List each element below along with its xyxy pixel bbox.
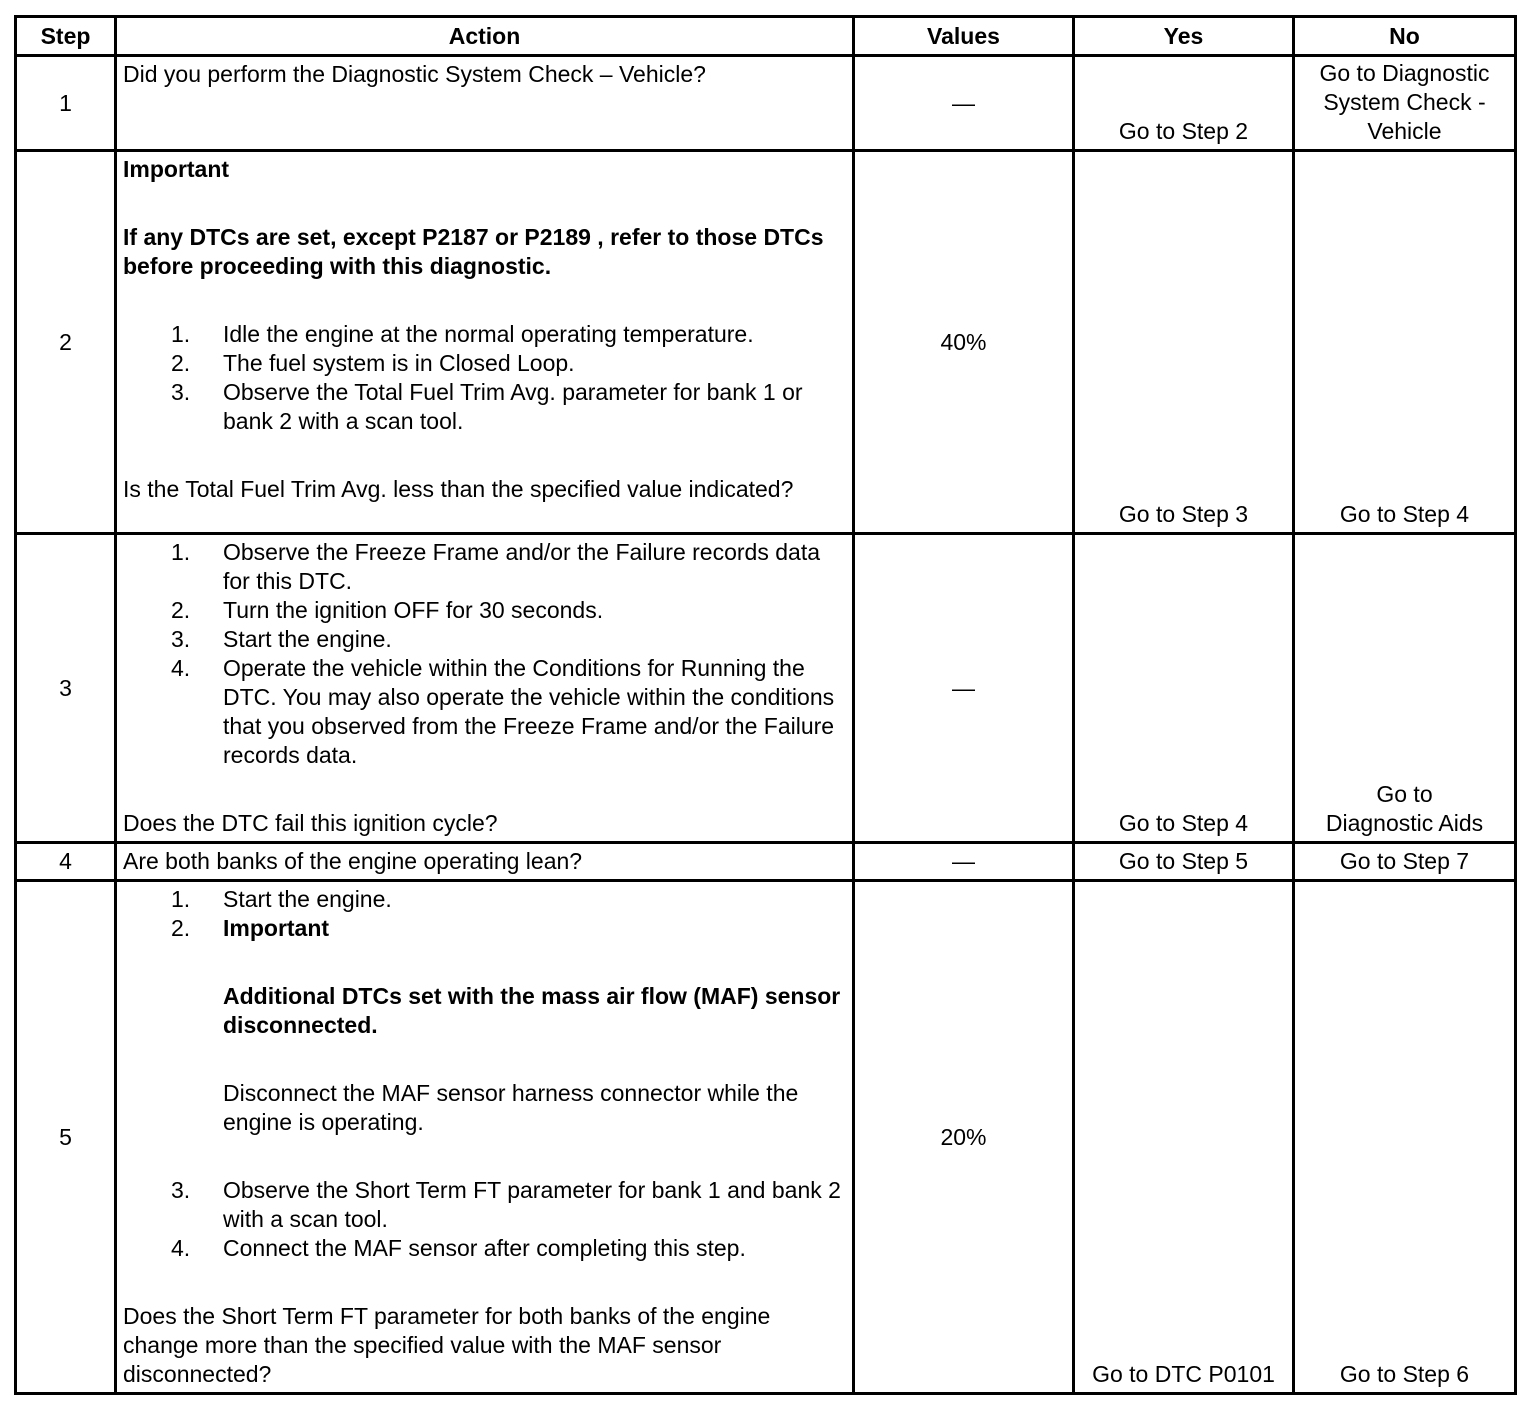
no-cell: Go to Step 7 <box>1294 843 1516 881</box>
no-cell: Go to Step 4 <box>1294 151 1516 534</box>
list-item: 4. Connect the MAF sensor after completing this step. <box>171 1235 746 1261</box>
question-text: Does the DTC fail this ignition cycle? <box>123 810 498 836</box>
important-text: Additional DTCs set with the mass air flow (MAF) sensor disconnected. <box>223 983 841 1038</box>
list-item: 1. Idle the engine at the normal operating temperature. <box>171 321 754 347</box>
table-row <box>16 881 1516 1394</box>
list-item: 1. Observe the Freeze Frame and/or the Failure records data for this DTC. <box>171 539 821 594</box>
important-heading: Important <box>223 915 330 941</box>
yes-cell: Go to DTC P0101 <box>1074 881 1294 1394</box>
step-number: 1 <box>16 56 116 151</box>
table-row <box>16 843 1516 881</box>
list-item: 2. Important Additional DTCs set with the mass air flow (MAF) sensor disconnected. Disconnect the MAF sensor harness connector while the engine is operating. <box>123 914 848 1176</box>
step-text: Disconnect the MAF sensor harness connector while the engine is operating. <box>223 1080 799 1135</box>
step-number: 4 <box>16 843 116 881</box>
important-heading: Important <box>123 156 230 182</box>
header-values: Values <box>854 17 1074 56</box>
step-number: 3 <box>16 534 116 843</box>
no-cell: Go to Diagnostic Aids <box>1294 534 1516 843</box>
header-action: Action <box>116 17 854 56</box>
value-cell: — <box>854 843 1074 881</box>
list-item: 1. Start the engine. <box>171 886 392 912</box>
action-text: Are both banks of the engine operating lean? <box>123 848 583 874</box>
action-cell <box>116 534 854 843</box>
list-item: 3. Observe the Short Term FT parameter for bank 1 and bank 2 with a scan tool. <box>171 1177 841 1232</box>
yes-cell: Go to Step 4 <box>1074 534 1294 843</box>
action-cell <box>116 56 854 151</box>
question-text: Does the Short Term FT parameter for both banks of the engine change more than the specified value with the MAF sensor disconnected? <box>123 1303 771 1387</box>
header-yes: Yes <box>1074 17 1294 56</box>
step-number: 2 <box>16 151 116 534</box>
list-item: 3. Observe the Total Fuel Trim Avg. parameter for bank 1 or bank 2 with a scan tool. <box>171 379 803 434</box>
action-text: Did you perform the Diagnostic System Check – Vehicle? <box>123 61 706 87</box>
value-cell: 40% <box>854 151 1074 534</box>
value-cell: — <box>854 534 1074 843</box>
procedure-list <box>123 538 848 770</box>
procedure-list <box>123 885 848 1263</box>
header-step: Step <box>16 17 116 56</box>
action-cell <box>116 151 854 534</box>
procedure-list <box>123 320 848 436</box>
table-row <box>16 534 1516 843</box>
header-row <box>16 17 1516 56</box>
value-cell: — <box>854 56 1074 151</box>
diagnostic-table <box>14 15 1517 1395</box>
list-item: 3. Start the engine. <box>171 626 392 652</box>
step-number: 5 <box>16 881 116 1394</box>
no-cell: Go to Step 6 <box>1294 881 1516 1394</box>
list-item: 2. Turn the ignition OFF for 30 seconds. <box>171 597 604 623</box>
question-text: Is the Total Fuel Trim Avg. less than the specified value indicated? <box>123 476 794 502</box>
important-text: If any DTCs are set, except P2187 or P2189 , refer to those DTCs before proceeding with this diagnostic. <box>123 224 824 279</box>
action-cell <box>116 881 854 1394</box>
yes-cell: Go to Step 3 <box>1074 151 1294 534</box>
action-cell <box>116 843 854 881</box>
yes-cell: Go to Step 5 <box>1074 843 1294 881</box>
table-row <box>16 151 1516 534</box>
list-item: 2. The fuel system is in Closed Loop. <box>171 350 575 376</box>
yes-cell: Go to Step 2 <box>1074 56 1294 151</box>
header-no: No <box>1294 17 1516 56</box>
no-cell: Go to Diagnostic System Check - Vehicle <box>1294 56 1516 151</box>
table-row <box>16 56 1516 151</box>
list-item: 4. Operate the vehicle within the Conditions for Running the DTC. You may also operate the vehicle within the conditions that you observed from the Freeze Frame and/or the Failure records data. <box>171 655 835 768</box>
value-cell: 20% <box>854 881 1074 1394</box>
